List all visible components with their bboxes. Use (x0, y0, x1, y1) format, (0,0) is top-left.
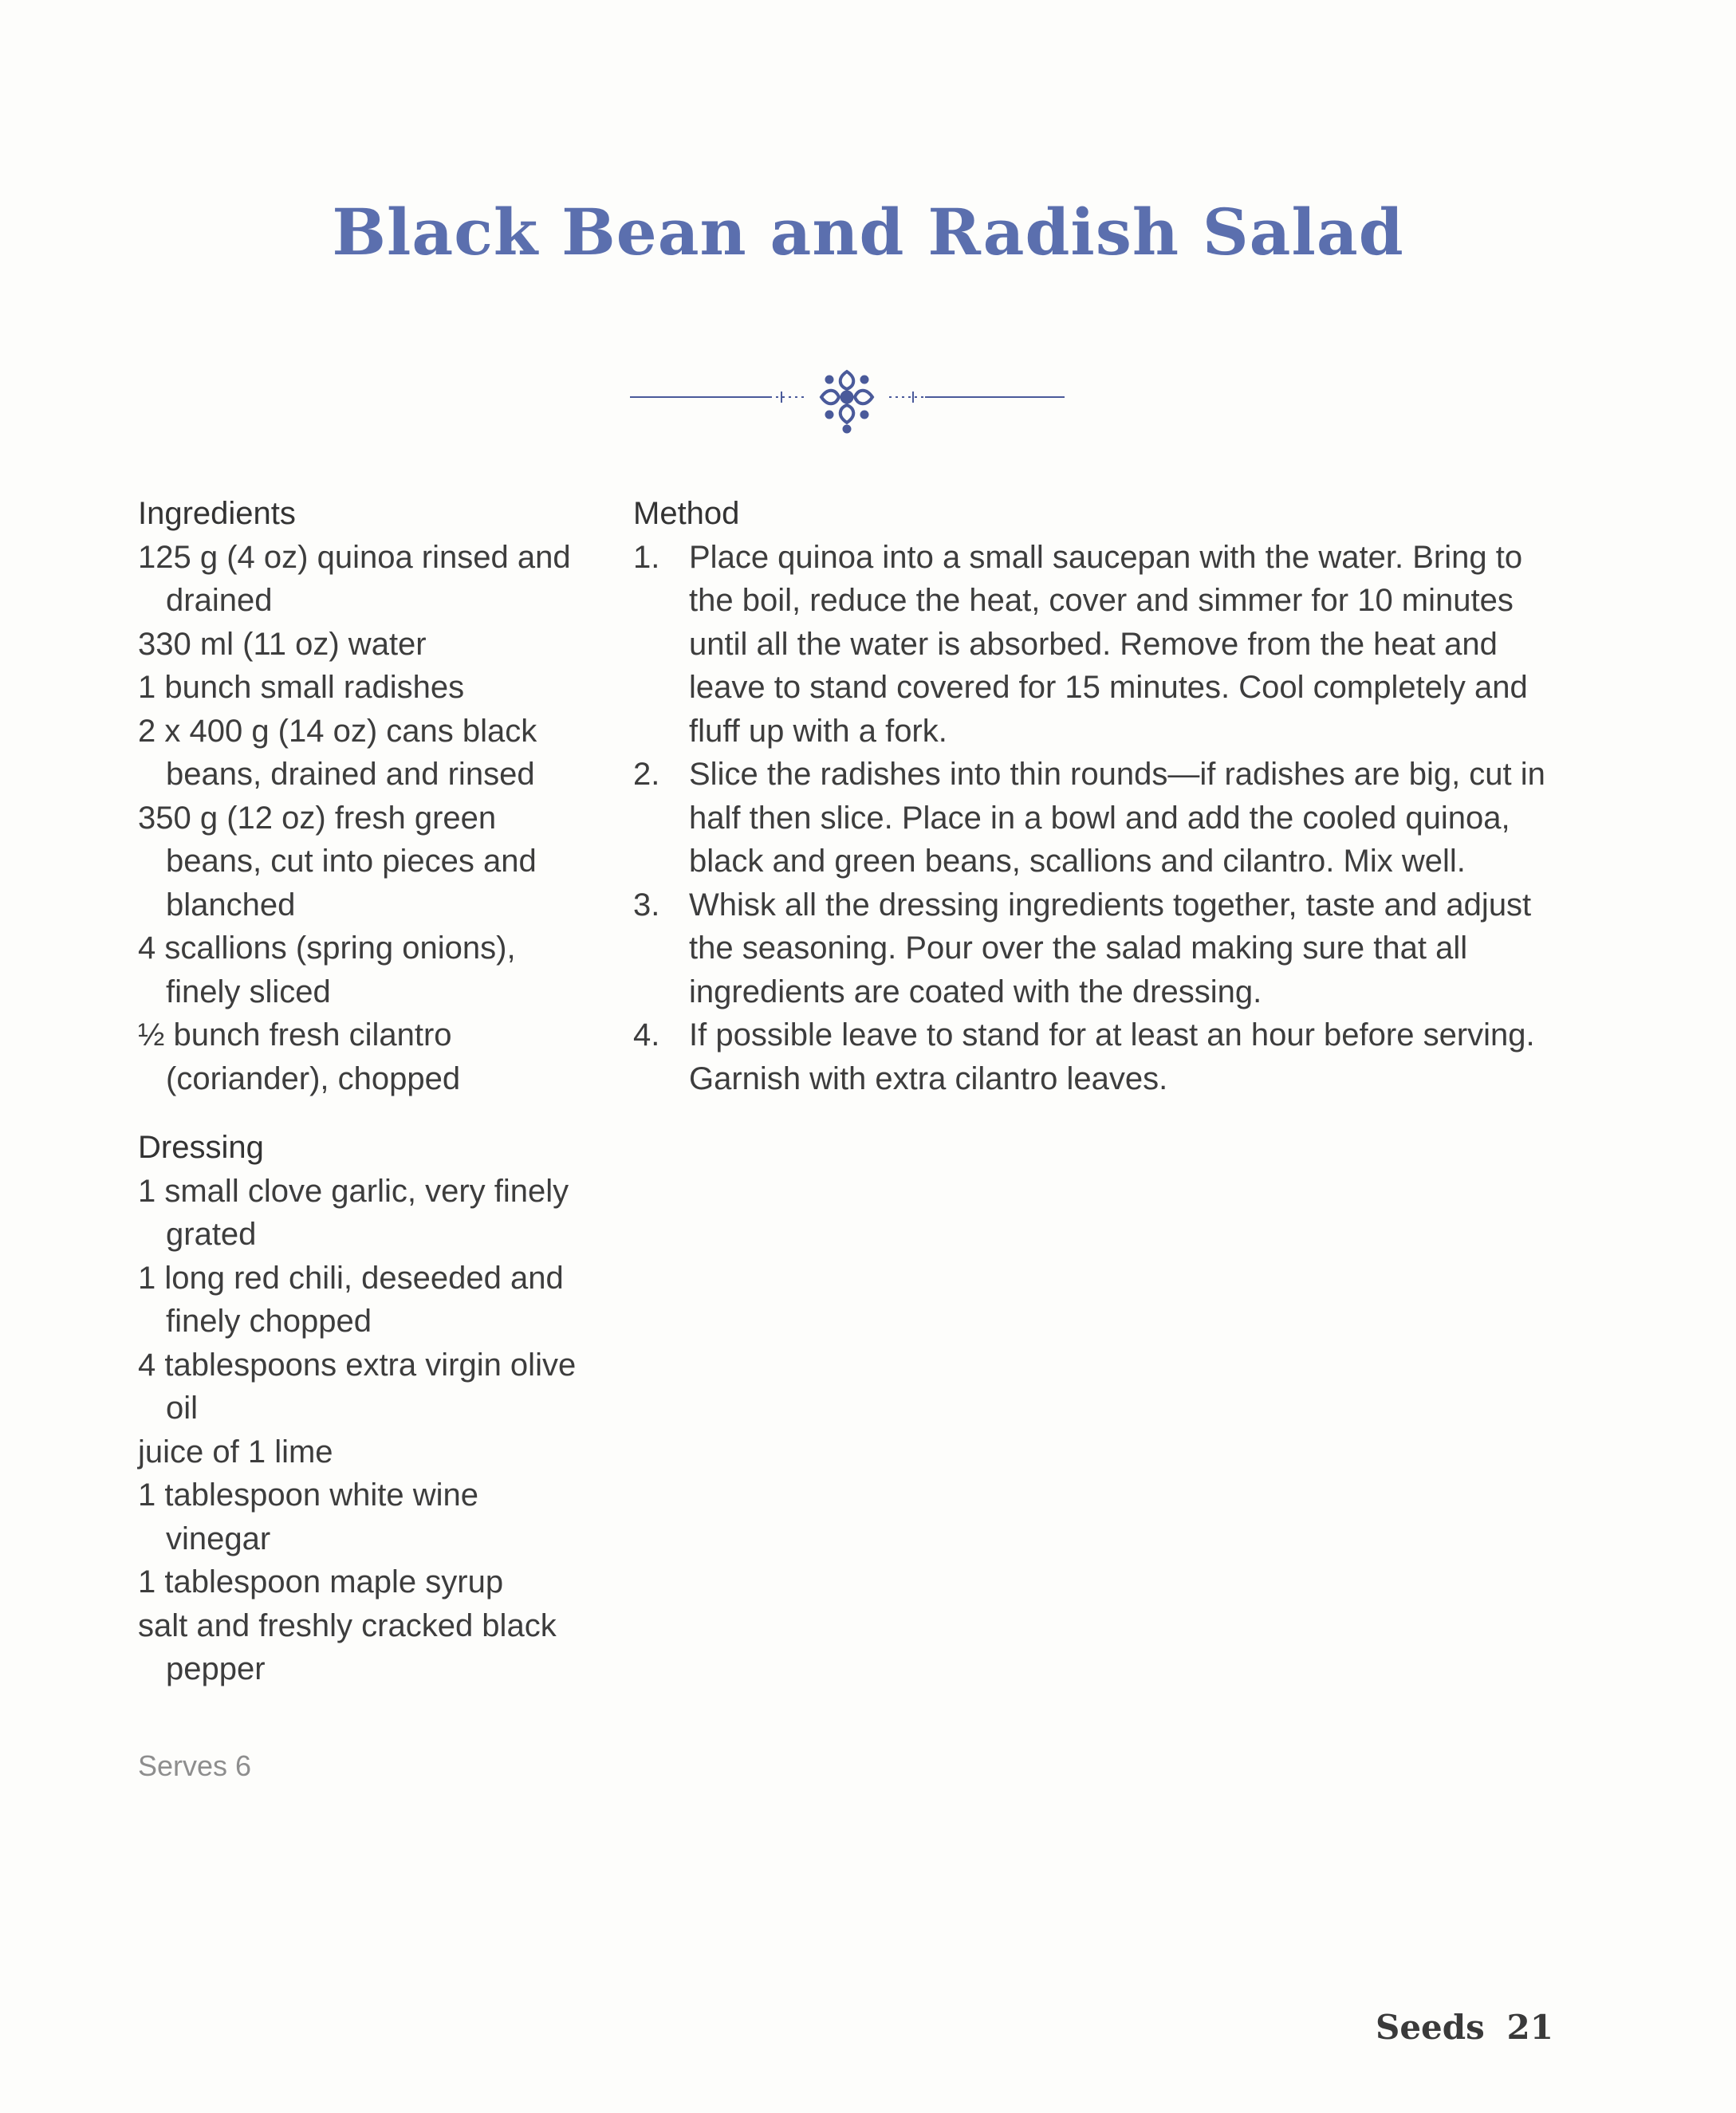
ingredient-item: 125 g (4 oz) quinoa rinsed and drained (138, 539, 571, 618)
dressing-item: 4 tablespoons extra virgin olive oil (138, 1347, 577, 1426)
ingredient-item: 1 bunch small radishes (138, 670, 465, 705)
step-number: 1. (633, 539, 660, 575)
step-number: 3. (633, 887, 660, 923)
page-footer (1372, 2008, 1563, 2056)
ingredient-item: ½ bunch fresh cilantro (coriander), chopped (138, 1017, 461, 1096)
floral-divider-icon (630, 357, 1065, 437)
ingredient-item: 2 x 400 g (14 oz) cans black beans, drained and rinsed (138, 713, 537, 792)
ingredients-column (138, 492, 585, 1691)
method-step (633, 753, 1550, 883)
ingredients-heading: Ingredients (138, 496, 296, 531)
method-step (633, 536, 1550, 754)
method-list (633, 536, 1550, 1101)
step-number: 2. (633, 757, 660, 792)
step-text: Whisk all the dressing ingredients together, taste and adjust the seasoning. Pour over the salad making sure that all ingredients are coated with the dressing. (689, 887, 1532, 1009)
ingredient-item: 350 g (12 oz) fresh green beans, cut into pieces and blanched (138, 800, 537, 923)
page-number: 21 (1506, 2008, 1553, 2047)
step-text: Place quinoa into a small saucepan with the water. Bring to the boil, reduce the heat, cover and simmer for 10 minutes until all the water is absorbed. Remove from the heat and leave to stand covered for 15 minutes. Cool completely and fluff up with a fork. (689, 539, 1528, 749)
method-column (633, 492, 1550, 1100)
dressing-item: salt and freshly cracked black pepper (138, 1607, 557, 1686)
dressing-item: 1 tablespoon white wine vinegar (138, 1478, 478, 1556)
method-step (633, 883, 1550, 1014)
step-text: Slice the radishes into thin rounds—if radishes are big, cut in half then slice. Place in a bowl and add the cooled quinoa, black and green beans, scallions and cilantro. Mix well. (689, 757, 1545, 879)
dressing-item: 1 tablespoon maple syrup (138, 1564, 504, 1600)
dressing-list (138, 1170, 585, 1691)
step-text: If possible leave to stand for at least an hour before serving. Garnish with extra cilantro leaves. (689, 1017, 1535, 1096)
serves-note: Serves 6 (138, 1749, 252, 1782)
ingredient-item: 330 ml (11 oz) water (138, 626, 427, 662)
section-name: Seeds (1376, 2008, 1485, 2047)
dressing-item: 1 small clove garlic, very finely grated (138, 1173, 569, 1252)
dressing-item: 1 long red chili, deseeded and finely chopped (138, 1260, 564, 1339)
method-step (633, 1013, 1550, 1100)
dressing-heading: Dressing (138, 1130, 264, 1165)
ingredients-list (138, 536, 585, 1101)
step-number: 4. (633, 1017, 660, 1053)
dressing-item: juice of 1 lime (138, 1434, 333, 1470)
ingredient-item: 4 scallions (spring onions), finely sliced (138, 931, 516, 1009)
page-title: Black Bean and Radish Salad (332, 194, 1404, 270)
method-heading: Method (633, 496, 740, 531)
